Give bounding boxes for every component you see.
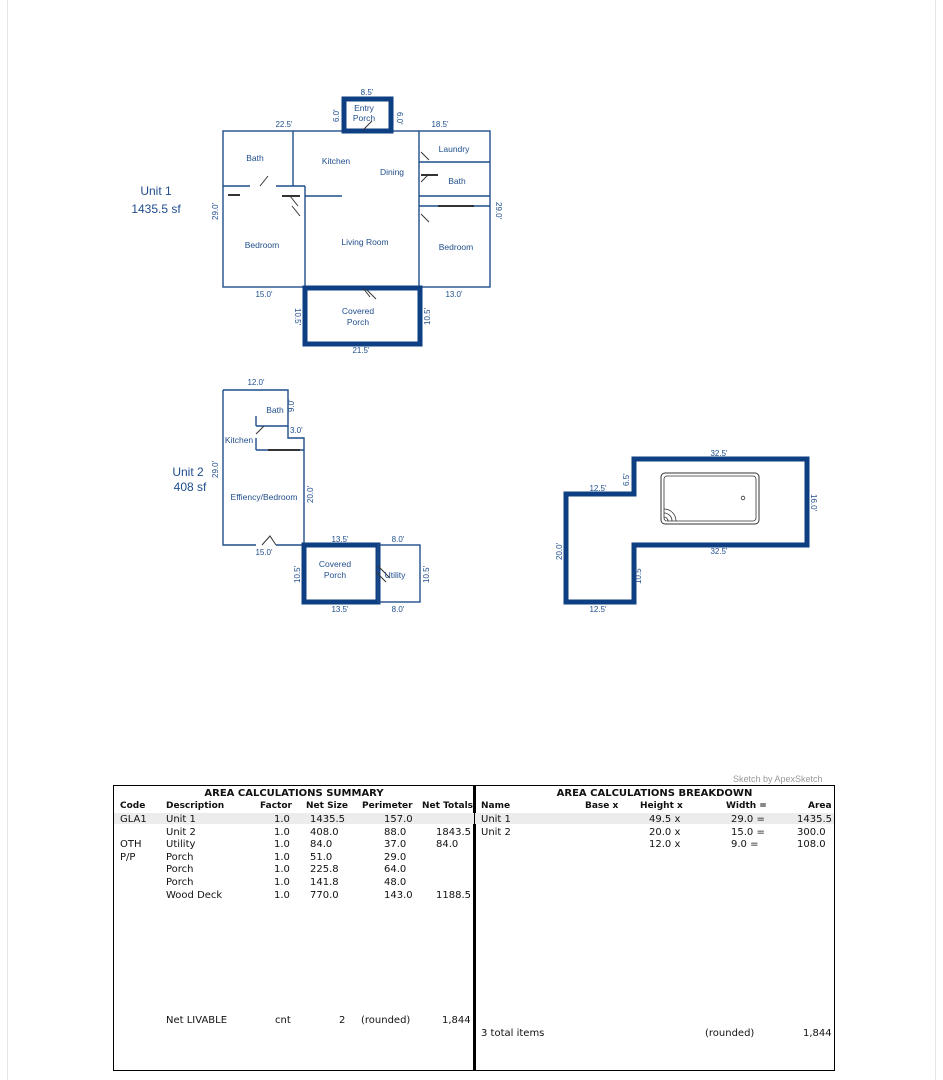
- row-width: 15.0 =: [731, 826, 765, 838]
- area-summary-table: [114, 786, 474, 1070]
- row-height: 20.0 x: [649, 826, 681, 838]
- wood-deck-plan: [566, 459, 807, 602]
- area-calculations: [113, 785, 835, 1071]
- row-width: 29.0 =: [731, 814, 765, 825]
- dim-unit1-left: 29.0': [211, 202, 220, 220]
- row-description: Porch: [166, 851, 194, 863]
- dim-porch1-bottom: 21.5': [352, 346, 370, 355]
- net-livable-count: 2: [339, 1015, 346, 1026]
- dim-utility-right: 10.5': [422, 565, 431, 583]
- row-description: Wood Deck: [166, 889, 223, 901]
- row-factor: 1.0: [274, 839, 290, 851]
- row-net-size: 408.0: [310, 826, 339, 838]
- dim-unit1-right: 29.0': [494, 202, 503, 220]
- table-row: [475, 839, 834, 851]
- row-perimeter: 143.0: [384, 889, 413, 901]
- summary-header-factor: Factor: [260, 801, 292, 811]
- room-effiency-bedroom: Effiency/Bedroom: [230, 492, 298, 502]
- dim-entry-left: 6.0': [332, 109, 341, 122]
- summary-title: AREA CALCULATIONS SUMMARY: [204, 788, 384, 799]
- sketch-credit: Sketch by ApexSketch: [733, 774, 823, 784]
- row-net-total: 1188.5: [436, 889, 471, 901]
- row-description: Utility: [166, 839, 196, 851]
- dim-entry-right: 6.0': [395, 112, 404, 125]
- row-net-size: 1435.5: [310, 814, 345, 825]
- summary-header-row: [114, 801, 474, 813]
- room-bedroom-1: Bedroom: [244, 240, 280, 250]
- total-items: 3 total items: [481, 1028, 545, 1039]
- row-code: P/P: [120, 851, 136, 863]
- table-row: [114, 864, 474, 876]
- table-row: [114, 839, 474, 851]
- breakdown-rounded: (rounded): [705, 1028, 755, 1039]
- row-description: Porch: [166, 877, 194, 888]
- dim-porch2-top: 13.5': [331, 535, 349, 544]
- row-area: 1435.5: [797, 814, 832, 825]
- unit1-area: 1435.5 sf: [131, 202, 181, 216]
- dim-deck-step: 6.5': [622, 473, 631, 486]
- room-entry-porch: Entry Porch: [352, 103, 376, 123]
- row-height: 49.5 x: [649, 814, 681, 825]
- breakdown-header-area: Area: [808, 801, 832, 811]
- unit2-area: 408 sf: [173, 480, 207, 494]
- row-name: Unit 2: [481, 826, 511, 838]
- row-net-size: 770.0: [310, 889, 339, 901]
- room-kitchen: Kitchen: [321, 156, 351, 166]
- summary-header-description: Description: [166, 801, 225, 811]
- dim-utility-bottom: 8.0': [391, 605, 405, 614]
- dim-deck-bottom-right: 32.5': [710, 547, 728, 556]
- net-livable-total: 1,844: [442, 1015, 471, 1026]
- room-kitchen-unit2: Kitchen: [224, 435, 254, 445]
- row-perimeter: 157.0: [384, 814, 413, 825]
- table-row: [114, 877, 474, 889]
- row-net-size: 51.0: [310, 851, 333, 863]
- room-covered-porch-2: Covered Porch: [318, 559, 352, 580]
- room-dining: Dining: [379, 167, 405, 177]
- table-row: [114, 852, 474, 864]
- room-living-room: Living Room: [341, 237, 389, 247]
- room-covered-porch-1: Covered Porch: [341, 306, 375, 327]
- net-livable-label: Net LIVABLE: [166, 1015, 228, 1026]
- dim-deck-right: 16.0': [809, 494, 818, 512]
- breakdown-header-row: [475, 801, 834, 813]
- row-perimeter: 29.0: [384, 851, 407, 863]
- dim-unit2-left: 29.0': [211, 460, 220, 478]
- row-factor: 1.0: [274, 889, 290, 901]
- row-area: 300.0: [797, 826, 826, 838]
- dim-porch2-left: 10.5': [293, 565, 302, 583]
- row-code: GLA1: [120, 814, 147, 825]
- summary-footer-row: [114, 1015, 474, 1027]
- table-row: [114, 890, 474, 902]
- dim-deck-inner: 10.5': [634, 566, 643, 584]
- row-perimeter: 64.0: [384, 864, 407, 876]
- dim-unit1-top-right: 18.5': [431, 120, 449, 129]
- table-row: [114, 827, 474, 839]
- room-bath-1: Bath: [246, 153, 264, 163]
- summary-header-code: Code: [120, 801, 146, 811]
- breakdown-header-base: Base x: [585, 801, 619, 811]
- room-bath-unit2: Bath: [266, 405, 284, 415]
- table-row: [114, 814, 474, 826]
- breakdown-title: AREA CALCULATIONS BREAKDOWN: [556, 788, 753, 799]
- dim-porch1-left: 10.5': [293, 308, 302, 326]
- row-description: Unit 2: [166, 826, 196, 838]
- dim-utility-top: 8.0': [391, 535, 405, 544]
- row-net-size: 141.8: [310, 877, 339, 888]
- dim-deck-upper-left: 12.5': [589, 484, 607, 493]
- dim-porch1-right: 10.5': [423, 307, 432, 325]
- dim-porch2-bottom: 13.5': [331, 605, 349, 614]
- dim-deck-bottom-left: 12.5': [589, 605, 607, 614]
- row-perimeter: 88.0: [384, 826, 407, 838]
- row-net-total: 1843.5: [436, 826, 471, 838]
- dim-deck-left: 20.0': [555, 542, 564, 560]
- net-livable-cnt-label: cnt: [275, 1015, 291, 1026]
- row-net-size: 84.0: [310, 839, 333, 851]
- room-bath-2: Bath: [448, 176, 466, 186]
- dim-unit1-bottom-left: 15.0': [255, 290, 273, 299]
- net-livable-rounded: (rounded): [361, 1015, 411, 1026]
- room-laundry: Laundry: [438, 144, 470, 154]
- row-net-total: 84.0: [436, 839, 459, 851]
- row-description: Porch: [166, 864, 194, 876]
- unit1-label: Unit 1: [140, 184, 172, 198]
- row-factor: 1.0: [274, 877, 290, 888]
- dim-deck-top: 32.5': [710, 449, 728, 458]
- dim-unit1-bottom-right: 13.0': [445, 290, 463, 299]
- row-net-size: 225.8: [310, 864, 339, 876]
- room-utility: Utility: [384, 570, 406, 580]
- dim-unit2-right: 20.0': [306, 485, 315, 503]
- row-name: Unit 1: [481, 814, 511, 825]
- summary-header-net-size: Net Size: [306, 801, 348, 811]
- breakdown-header-width: Width =: [726, 801, 767, 811]
- room-bedroom-2: Bedroom: [438, 242, 474, 252]
- row-factor: 1.0: [274, 826, 290, 838]
- table-row: [475, 827, 834, 839]
- area-breakdown-table: [475, 786, 834, 1070]
- unit2-label: Unit 2: [172, 465, 204, 479]
- breakdown-header-height: Height x: [640, 801, 683, 811]
- table-row: [475, 814, 834, 826]
- row-factor: 1.0: [274, 864, 290, 876]
- row-area: 108.0: [797, 839, 826, 851]
- row-description: Unit 1: [166, 814, 196, 825]
- dim-unit2-top: 12.0': [247, 378, 265, 387]
- breakdown-header-name: Name: [481, 801, 511, 811]
- dim-unit2-bath: 9.0': [287, 399, 296, 412]
- dim-unit2-step: 3.0': [290, 426, 303, 435]
- row-width: 9.0 =: [731, 839, 759, 851]
- dim-unit2-bottom: 15.0': [255, 548, 273, 557]
- breakdown-total: 1,844: [803, 1028, 832, 1039]
- row-height: 12.0 x: [649, 839, 681, 851]
- dim-entry-top: 8.5': [360, 88, 374, 97]
- summary-header-perimeter: Perimeter: [362, 801, 413, 811]
- breakdown-footer-row: [475, 1028, 834, 1040]
- summary-header-net-totals: Net Totals: [422, 801, 474, 811]
- row-factor: 1.0: [274, 814, 290, 825]
- row-perimeter: 48.0: [384, 877, 407, 888]
- row-factor: 1.0: [274, 851, 290, 863]
- dim-unit1-top-left: 22.5': [275, 120, 293, 129]
- row-perimeter: 37.0: [384, 839, 407, 851]
- row-code: OTH: [120, 839, 142, 851]
